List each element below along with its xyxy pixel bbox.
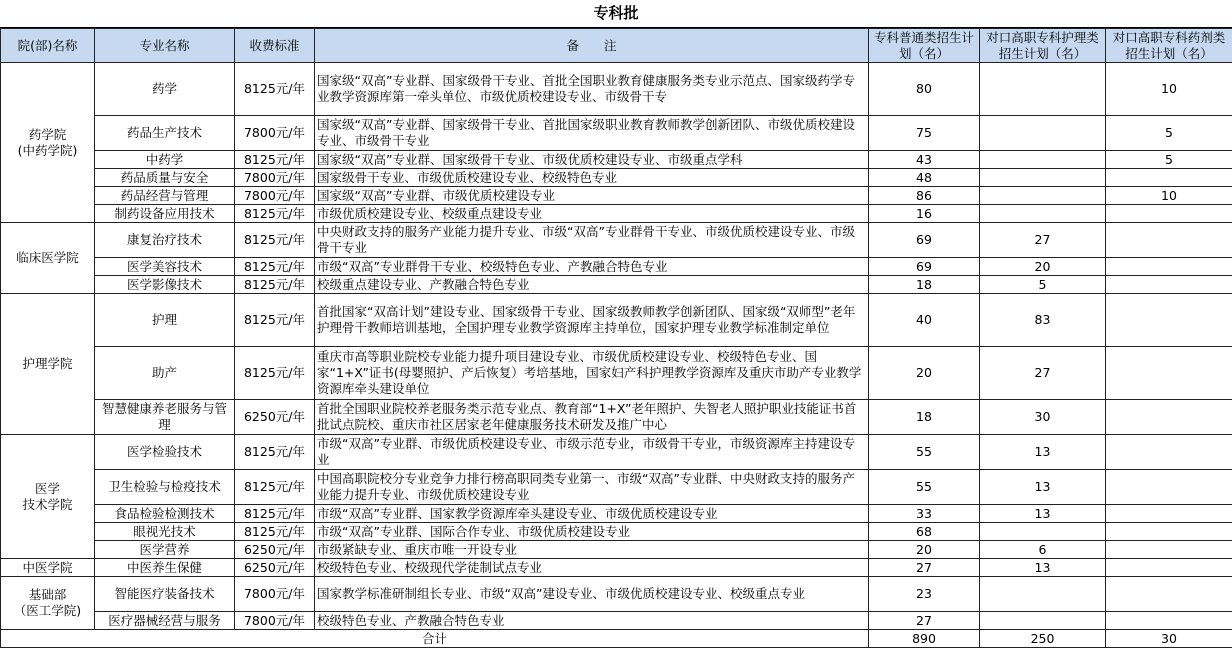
table-row	[1, 169, 1232, 187]
table-row	[1, 258, 1232, 276]
fee-standard: 7800元/年	[235, 187, 315, 205]
general-plan-count: 80	[869, 63, 980, 116]
general-plan-count: 18	[869, 276, 980, 294]
major-name: 药品经营与管理	[95, 187, 235, 205]
major-name: 医学美容技术	[95, 258, 235, 276]
major-note: 国家级“双高”专业群、国家级骨干专业、首批全国职业教育健康服务类专业示范点、国家级药学专业教学资源库第一牵头单位、市级优质校建设专业、市级骨干专	[315, 63, 869, 116]
table-row	[1, 205, 1232, 223]
nursing-plan-count: 27	[980, 347, 1106, 400]
fee-standard: 6250元/年	[235, 559, 315, 577]
table-row	[1, 612, 1232, 630]
major-name: 医学影像技术	[95, 276, 235, 294]
major-name: 眼视光技术	[95, 523, 235, 541]
enrollment-table	[0, 28, 1232, 648]
pharmacy-plan-count	[1106, 541, 1232, 559]
header-general-plan: 专科普通类招生计划（名）	[869, 29, 980, 63]
major-name: 医疗器械经营与服务	[95, 612, 235, 630]
table-row	[1, 347, 1232, 400]
table-row	[1, 559, 1232, 577]
header-fee: 收费标准	[235, 29, 315, 63]
general-plan-count: 18	[869, 400, 980, 435]
fee-standard: 8125元/年	[235, 276, 315, 294]
pharmacy-plan-count	[1106, 505, 1232, 523]
table-row	[1, 400, 1232, 435]
major-note: 首批全国职业院校养老服务类示范专业点、教育部“1+X”老年照护、失智老人照护职业技能证书首批试点院校、重庆市社区居家老年健康服务技术研发及推广中心	[315, 400, 869, 435]
table-row	[1, 523, 1232, 541]
major-name: 中医养生保健	[95, 559, 235, 577]
nursing-plan-count: 20	[980, 258, 1106, 276]
pharmacy-plan-count	[1106, 276, 1232, 294]
general-plan-count: 20	[869, 347, 980, 400]
fee-standard: 7800元/年	[235, 169, 315, 187]
pharmacy-plan-count	[1106, 559, 1232, 577]
nursing-plan-count	[980, 63, 1106, 116]
nursing-plan-count	[980, 205, 1106, 223]
nursing-plan-count: 6	[980, 541, 1106, 559]
major-note: 国家级“双高”专业群、市级优质校建设专业	[315, 187, 869, 205]
table-row	[1, 151, 1232, 169]
pharmacy-plan-count	[1106, 435, 1232, 470]
table-row	[1, 541, 1232, 559]
major-note: 校级特色专业、产教融合特色专业	[315, 612, 869, 630]
general-plan-count: 20	[869, 541, 980, 559]
major-name: 制药设备应用技术	[95, 205, 235, 223]
major-note: 国家教学标准研制组长专业、市级“双高”建设专业、市级优质校建设专业、校级重点专业	[315, 577, 869, 612]
pharmacy-plan-count	[1106, 169, 1232, 187]
general-plan-count: 48	[869, 169, 980, 187]
nursing-plan-count	[980, 151, 1106, 169]
nursing-plan-count	[980, 169, 1106, 187]
pharmacy-plan-count	[1106, 258, 1232, 276]
major-note: 市级优质校建设专业、校级重点建设专业	[315, 205, 869, 223]
nursing-plan-count: 27	[980, 223, 1106, 258]
major-name: 医学营养	[95, 541, 235, 559]
major-name: 中药学	[95, 151, 235, 169]
pharmacy-plan-count: 10	[1106, 187, 1232, 205]
header-nursing-plan: 对口高职专科护理类招生计划（名）	[980, 29, 1106, 63]
total-nursing: 250	[980, 630, 1106, 648]
major-note: 国家级“双高”专业群、国家级骨干专业、首批国家级职业教育教师教学创新团队、市级优质校建设专业、市级骨干专业	[315, 116, 869, 151]
table-row	[1, 63, 1232, 116]
major-note: 市级紧缺专业、重庆市唯一开设专业	[315, 541, 869, 559]
major-name: 药学	[95, 63, 235, 116]
fee-standard: 7800元/年	[235, 577, 315, 612]
major-name: 食品检验检测技术	[95, 505, 235, 523]
general-plan-count: 16	[869, 205, 980, 223]
general-plan-count: 69	[869, 223, 980, 258]
header-major: 专业名称	[95, 29, 235, 63]
college-name: 中医学院	[1, 559, 95, 577]
college-name: 护理学院	[1, 294, 95, 435]
table-row	[1, 470, 1232, 505]
nursing-plan-count	[980, 116, 1106, 151]
major-note: 市级“双高”专业群骨干专业、校级特色专业、产教融合特色专业	[315, 258, 869, 276]
major-note: 重庆市高等职业院校专业能力提升项目建设专业、市级优质校建设专业、校级特色专业、国家“1+X”证书(母婴照护、产后恢复）考培基地，国家妇产科护理教学资源库及重庆市助产专业教学资源库牵头建设单位	[315, 347, 869, 400]
fee-standard: 8125元/年	[235, 258, 315, 276]
table-row	[1, 577, 1232, 612]
nursing-plan-count: 13	[980, 559, 1106, 577]
page-title: 专科批	[0, 0, 1232, 28]
pharmacy-plan-count	[1106, 205, 1232, 223]
header-row	[1, 29, 1232, 63]
major-name: 智能医疗装备技术	[95, 577, 235, 612]
pharmacy-plan-count	[1106, 223, 1232, 258]
pharmacy-plan-count	[1106, 612, 1232, 630]
table-body	[1, 63, 1232, 648]
fee-standard: 7800元/年	[235, 612, 315, 630]
table-row	[1, 505, 1232, 523]
fee-standard: 8125元/年	[235, 223, 315, 258]
fee-standard: 8125元/年	[235, 470, 315, 505]
header-note: 备 注	[315, 29, 869, 63]
fee-standard: 8125元/年	[235, 505, 315, 523]
table-row	[1, 276, 1232, 294]
pharmacy-plan-count: 5	[1106, 116, 1232, 151]
major-note: 校级重点建设专业、产教融合特色专业	[315, 276, 869, 294]
total-general: 890	[869, 630, 980, 648]
major-note: 中央财政支持的服务产业能力提升专业、市级“双高”专业群骨干专业、市级优质校建设专业、市级骨干专业	[315, 223, 869, 258]
general-plan-count: 27	[869, 612, 980, 630]
general-plan-count: 55	[869, 470, 980, 505]
general-plan-count: 68	[869, 523, 980, 541]
pharmacy-plan-count	[1106, 523, 1232, 541]
major-note: 校级特色专业、校级现代学徒制试点专业	[315, 559, 869, 577]
fee-standard: 8125元/年	[235, 435, 315, 470]
pharmacy-plan-count	[1106, 470, 1232, 505]
general-plan-count: 43	[869, 151, 980, 169]
major-name: 药品质量与安全	[95, 169, 235, 187]
total-row	[1, 630, 1232, 648]
general-plan-count: 23	[869, 577, 980, 612]
fee-standard: 6250元/年	[235, 541, 315, 559]
total-label: 合计	[1, 630, 869, 648]
general-plan-count: 40	[869, 294, 980, 347]
pharmacy-plan-count	[1106, 347, 1232, 400]
major-note: 中国高职院校分专业竞争力排行榜高职同类专业第一、市级“双高”专业群、中央财政支持的服务产业能力提升专业、市级优质校建设专业	[315, 470, 869, 505]
major-name: 护理	[95, 294, 235, 347]
header-pharmacy-plan: 对口高职专科药剂类招生计划（名）	[1106, 29, 1232, 63]
major-name: 智慧健康养老服务与管理	[95, 400, 235, 435]
major-note: 国家级骨干专业、市级优质校建设专业、校级特色专业	[315, 169, 869, 187]
major-name: 药品生产技术	[95, 116, 235, 151]
nursing-plan-count: 83	[980, 294, 1106, 347]
college-name: 药学院 (中药学院)	[1, 63, 95, 223]
general-plan-count: 33	[869, 505, 980, 523]
major-note: 市级“双高”专业群、市级优质校建设专业、市级示范专业，市级骨干专业，市级资源库主持建设专业	[315, 435, 869, 470]
college-name: 医学 技术学院	[1, 435, 95, 559]
fee-standard: 7800元/年	[235, 116, 315, 151]
fee-standard: 8125元/年	[235, 294, 315, 347]
nursing-plan-count	[980, 577, 1106, 612]
nursing-plan-count: 13	[980, 435, 1106, 470]
header-college: 院(部)名称	[1, 29, 95, 63]
major-name: 医学检验技术	[95, 435, 235, 470]
nursing-plan-count	[980, 523, 1106, 541]
nursing-plan-count: 30	[980, 400, 1106, 435]
general-plan-count: 55	[869, 435, 980, 470]
major-note: 市级“双高”专业群、国家教学资源库牵头建设专业、市级优质校建设专业	[315, 505, 869, 523]
nursing-plan-count	[980, 187, 1106, 205]
table-row	[1, 294, 1232, 347]
fee-standard: 8125元/年	[235, 205, 315, 223]
general-plan-count: 86	[869, 187, 980, 205]
total-pharmacy: 30	[1106, 630, 1232, 648]
table-row	[1, 116, 1232, 151]
table-row	[1, 187, 1232, 205]
nursing-plan-count: 13	[980, 470, 1106, 505]
major-note: 首批国家“双高计划”建设专业、国家级骨干专业、国家级教师教学创新团队、国家级“双师型”老年护理骨干教师培训基地，全国护理专业教学资源库主持单位，国家护理专业教学标准制定单位	[315, 294, 869, 347]
pharmacy-plan-count: 5	[1106, 151, 1232, 169]
nursing-plan-count: 13	[980, 505, 1106, 523]
fee-standard: 8125元/年	[235, 523, 315, 541]
college-name: 基础部 （医工学院)	[1, 577, 95, 630]
general-plan-count: 27	[869, 559, 980, 577]
major-name: 卫生检验与检疫技术	[95, 470, 235, 505]
major-note: 国家级“双高”专业群、国家级骨干专业、市级优质校建设专业、市级重点学科	[315, 151, 869, 169]
pharmacy-plan-count	[1106, 294, 1232, 347]
pharmacy-plan-count	[1106, 577, 1232, 612]
major-name: 康复治疗技术	[95, 223, 235, 258]
nursing-plan-count: 5	[980, 276, 1106, 294]
general-plan-count: 69	[869, 258, 980, 276]
fee-standard: 6250元/年	[235, 400, 315, 435]
table-row	[1, 223, 1232, 258]
fee-standard: 8125元/年	[235, 347, 315, 400]
pharmacy-plan-count	[1106, 400, 1232, 435]
general-plan-count: 75	[869, 116, 980, 151]
pharmacy-plan-count: 10	[1106, 63, 1232, 116]
fee-standard: 8125元/年	[235, 63, 315, 116]
college-name: 临床医学院	[1, 223, 95, 294]
table-row	[1, 435, 1232, 470]
major-note: 市级“双高”专业群、国际合作专业、市级优质校建设专业	[315, 523, 869, 541]
fee-standard: 8125元/年	[235, 151, 315, 169]
major-name: 助产	[95, 347, 235, 400]
nursing-plan-count	[980, 612, 1106, 630]
